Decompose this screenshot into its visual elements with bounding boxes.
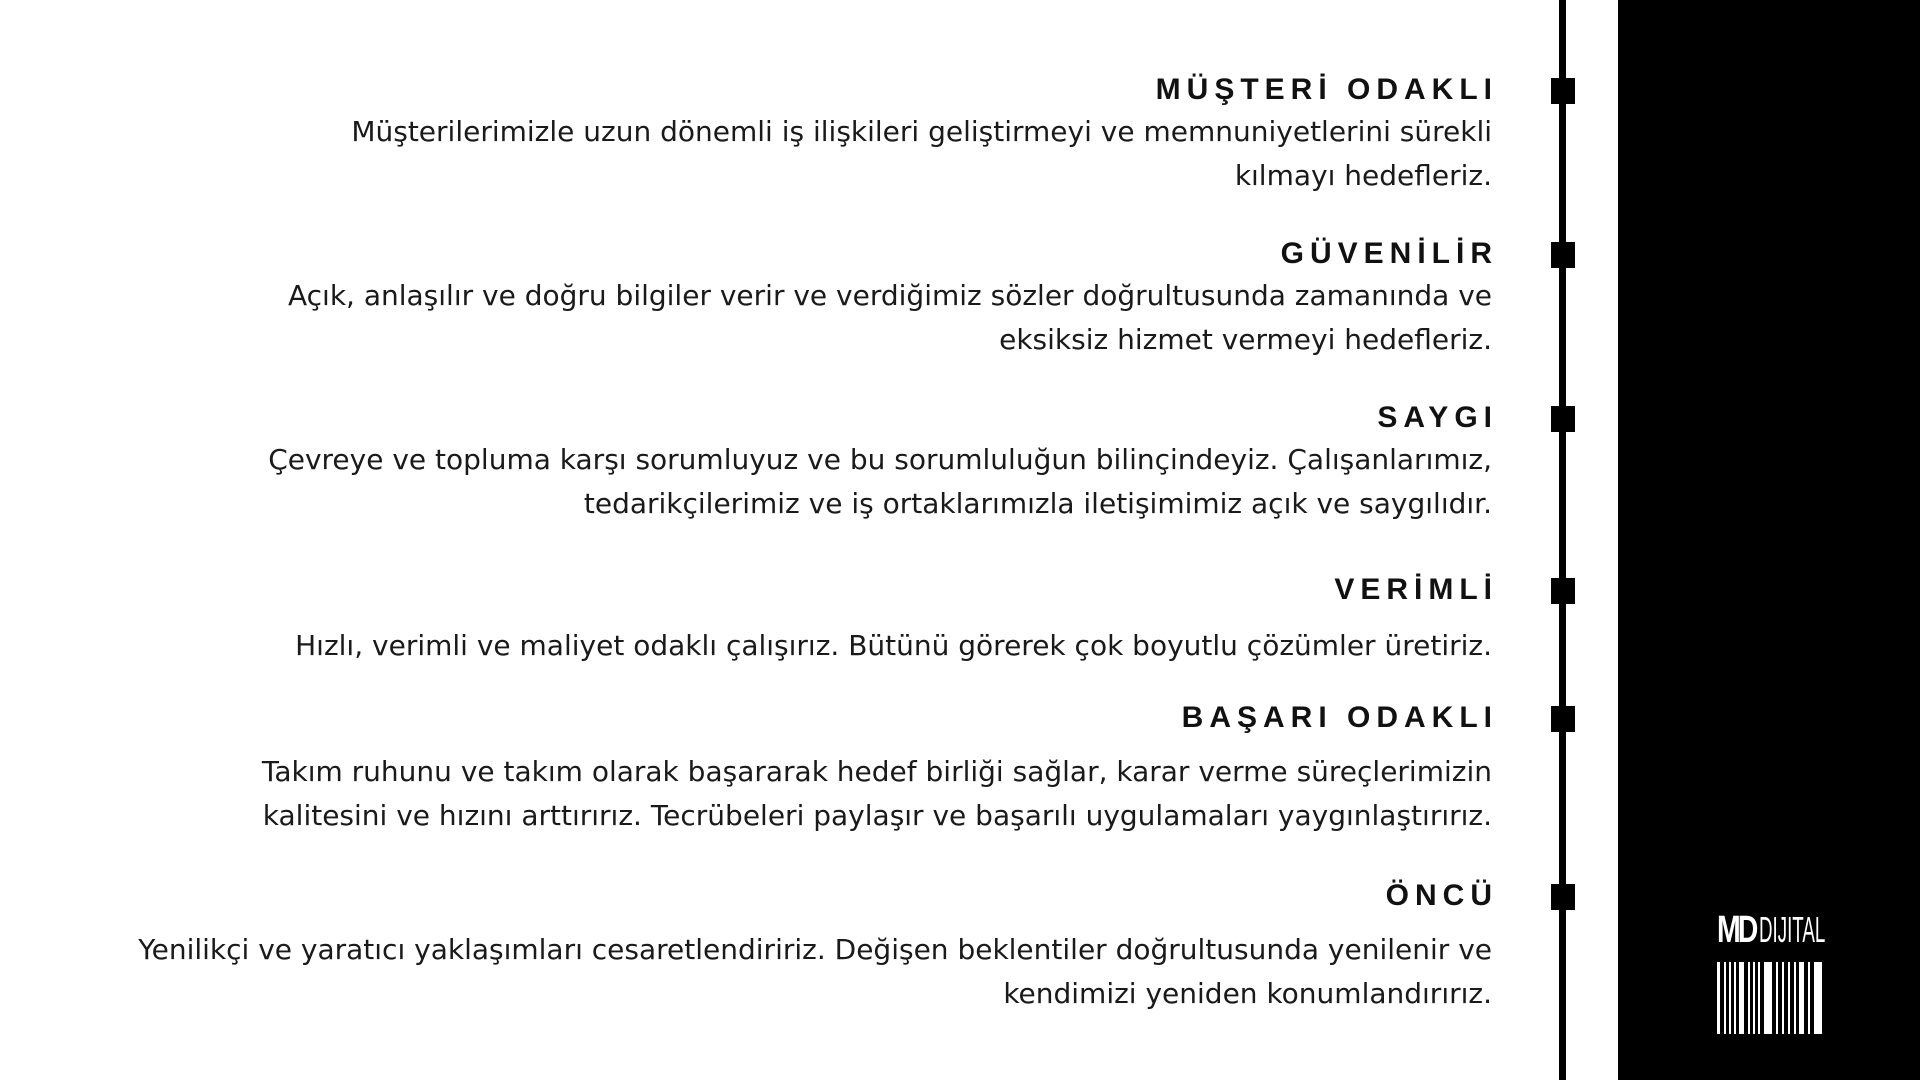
value-respect — [92, 400, 1498, 526]
timeline-line — [1559, 0, 1566, 1080]
value-title: SAYGI — [1377, 401, 1498, 434]
value-description-line: Çevreye ve topluma karşı sorumluyuz ve bu sorumluluğun bilinçindeyiz. Çalışanlarımız, — [268, 443, 1492, 476]
value-customer-focused — [92, 72, 1498, 198]
value-success-focused — [92, 700, 1498, 838]
timeline-marker — [1551, 706, 1575, 732]
value-description-line: Yenilikçi ve yaratıcı yaklaşımları cesaretlendiririz. Değişen beklentiler doğrultusunda yenilenir ve — [138, 933, 1492, 966]
timeline-marker — [1551, 78, 1575, 104]
timeline-marker — [1551, 406, 1575, 432]
logo-wordmark — [1717, 906, 1826, 951]
value-description — [92, 274, 1492, 362]
value-description — [92, 110, 1492, 198]
timeline-marker — [1551, 578, 1575, 604]
value-description — [92, 928, 1492, 1016]
value-description-line: kılmayı hedefleriz. — [1234, 159, 1492, 192]
value-title: MÜŞTERİ ODAKLI — [1155, 73, 1498, 106]
value-description — [92, 438, 1492, 526]
value-description-line: Açık, anlaşılır ve doğru bilgiler verir ve verdiğimiz sözler doğrultusunda zamanında ve — [287, 279, 1492, 312]
logo-md-text: MD — [1717, 909, 1756, 951]
value-description — [92, 624, 1492, 668]
logo-dijital-text: DIJITAL — [1759, 909, 1826, 950]
value-description — [92, 750, 1492, 838]
value-description-line: eksiksiz hizmet vermeyi hedefleriz. — [999, 323, 1492, 356]
value-description-line: Müşterilerimizle uzun dönemli iş ilişkileri geliştirmeyi ve memnuniyetlerini sürekli — [351, 115, 1492, 148]
barcode-icon — [1717, 962, 1823, 1034]
value-efficient — [92, 572, 1498, 668]
mddijital-logo — [1717, 906, 1826, 1036]
value-description-line: kendimizi yeniden konumlandırırız. — [1003, 977, 1492, 1010]
value-reliable — [92, 236, 1498, 362]
value-title: GÜVENİLİR — [1280, 237, 1498, 270]
value-title: BAŞARI ODAKLI — [1181, 701, 1498, 734]
timeline-marker — [1551, 884, 1575, 910]
value-description-line: Hızlı, verimli ve maliyet odaklı çalışırız. Bütünü görerek çok boyutlu çözümler üretiriz. — [295, 629, 1492, 662]
value-description-line: tedarikçilerimiz ve iş ortaklarımızla iletişimimiz açık ve saygılıdır. — [583, 487, 1492, 520]
value-pioneer — [92, 878, 1498, 1016]
value-title: VERİMLİ — [1334, 573, 1498, 606]
value-description-line: kalitesini ve hızını arttırırız. Tecrübeleri paylaşır ve başarılı uygulamaları yaygınlaştırırız. — [262, 799, 1492, 832]
value-description-line: Takım ruhunu ve takım olarak başararak hedef birliği sağlar, karar verme süreçlerimizin — [261, 755, 1492, 788]
value-title: ÖNCÜ — [1385, 879, 1498, 912]
timeline-marker — [1551, 242, 1575, 268]
